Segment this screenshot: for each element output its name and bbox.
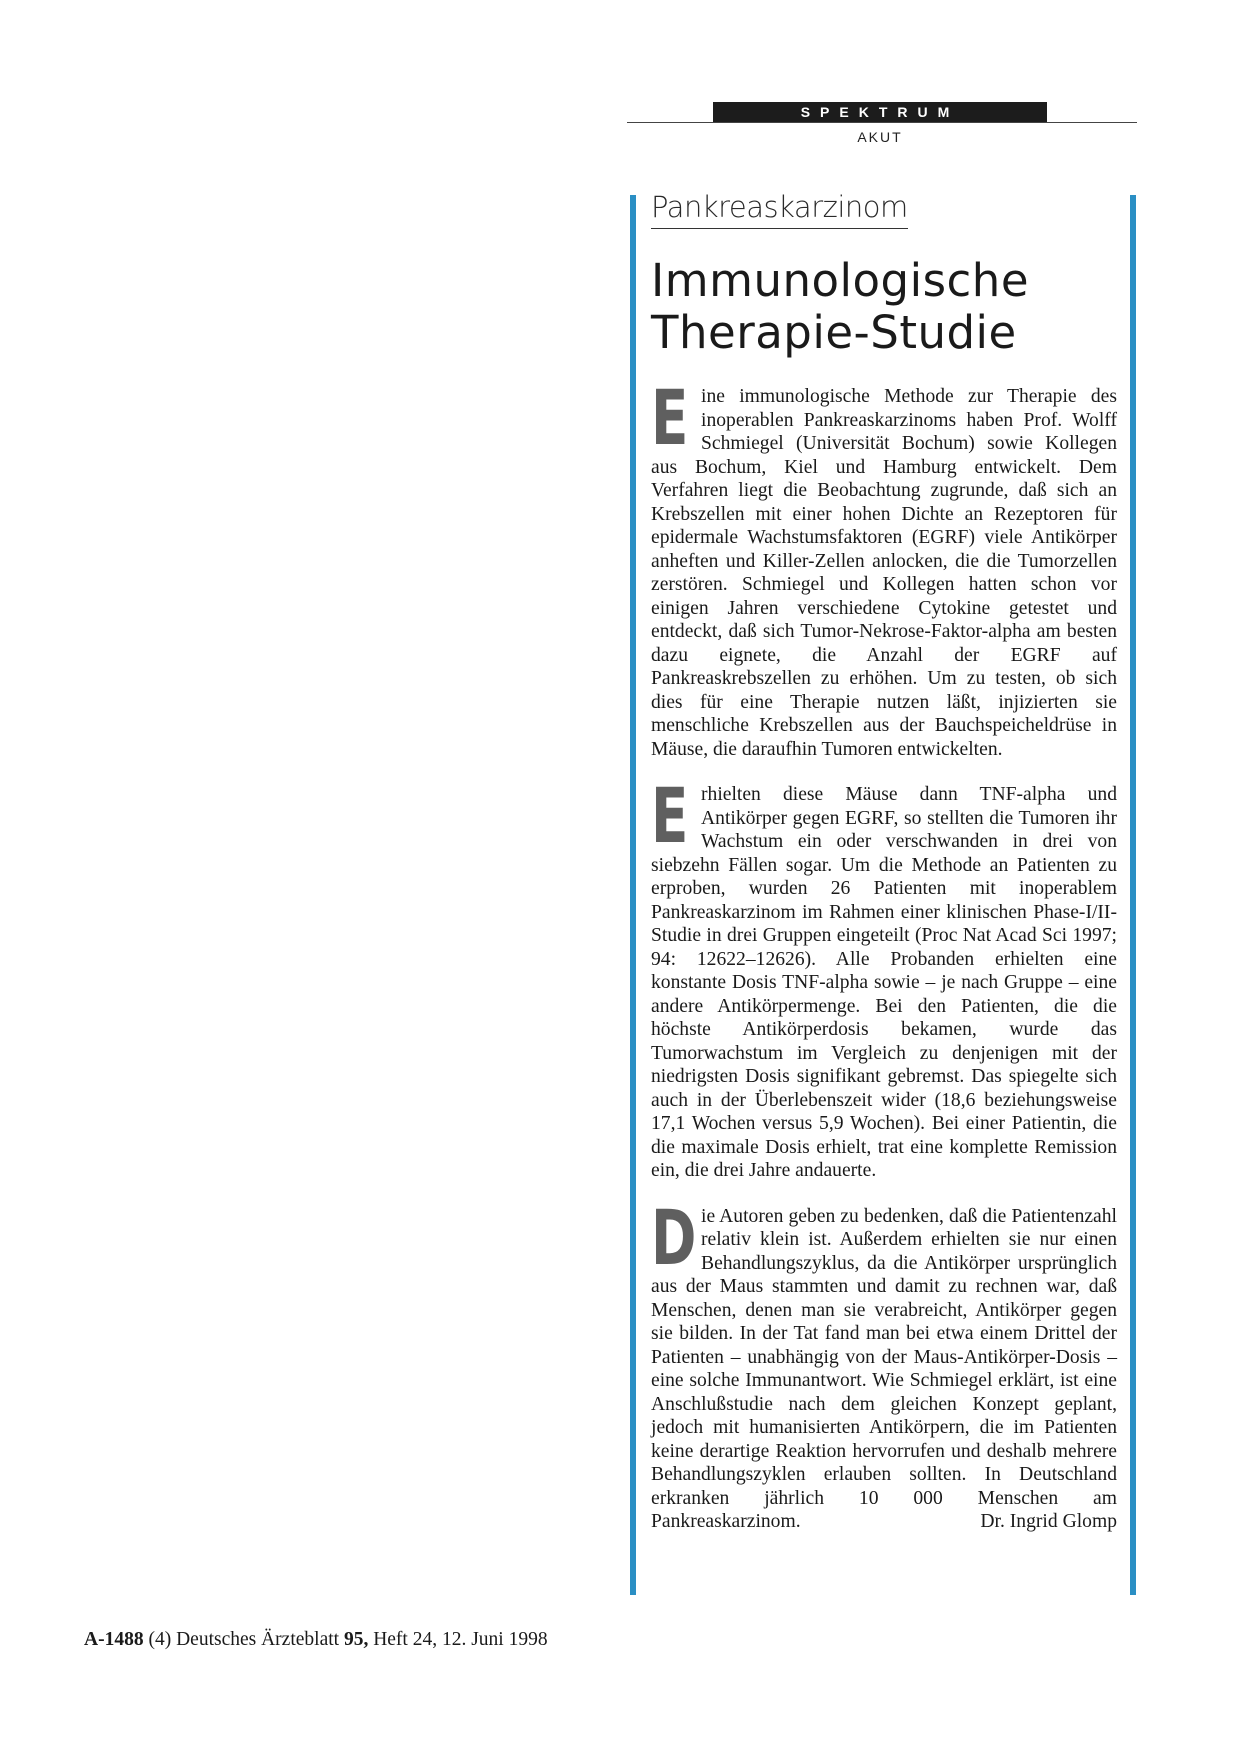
headline-line-2: Therapie-Studie (651, 306, 1017, 359)
paragraph-1-text: ine immunologische Methode zur Therapie des inoperablen Pankreaskarzinoms haben Prof. Wolff Schmiegel (Universität Bochum) sowie Kollegen aus Bochum, Kiel und Hamburg entwickelt. Dem Verfahren liegt die Beobachtung zugrunde, daß sich an Krebszellen mit einer hohen Dichte an Rezeptoren für epidermale Wachstumsfaktoren (EGRF) viele Antikörper anheften und Killer-Zellen anlocken, die die Tumorzellen zerstören. Schmiegel und Kollegen hatten schon vor einigen Jahren verschiedene Cytokine getestet und entdeckt, daß sich Tumor-Nekrose-Faktor-alpha am besten dazu eignete, die Anzahl der EGRF auf Pankreaskrebszellen zu erhöhen. Um zu testen, ob sich dies für eine Therapie nutzen läßt, injizierten sie menschliche Krebszellen aus der Bauchspeicheldrüse in Mäuse, die daraufhin Tumoren entwickelten. (651, 386, 1117, 760)
section-label: SPEKTRUM (713, 102, 1047, 122)
author-name: Dr. Ingrid Glomp (980, 1511, 1117, 1532)
journal-name: Deutsches Ärzteblatt (176, 1629, 340, 1650)
page-number: (4) (148, 1629, 172, 1650)
paragraph-3-text: ie Autoren geben zu bedenken, daß die Patientenzahl relativ klein ist. Außerdem erhielten sie nur einen Behandlungszyklus, da die Antikörper ursprünglich aus der Maus stammten und damit zu rechnen war, daß Menschen, denen man sie verabreicht, Antikörper gegen sie bilden. In der Tat fand man bei etwa einem Drittel der Patienten – unabhängig von der Maus-Antikörper-Dosis – eine solche Immunantwort. Wie Schmiegel erklärt, ist eine Anschlußstudie nach dem gleichen Konzept geplant, jedoch mit humanisierten Antikörpern, die im Patienten keine derartige Reaktion hervorrufen und deshalb mehrere Behandlungszyklen erlauben sollten. In Deutschland erkranken jährlich 10 000 Menschen am Pankreaskarzinom. (651, 1205, 1117, 1532)
paragraph-3 (651, 1192, 1117, 1534)
paragraph-1 (651, 373, 1117, 761)
page-footer (84, 1629, 548, 1651)
page-code: A-1488 (84, 1629, 144, 1650)
article (651, 190, 1117, 1556)
dropcap-1: E (651, 373, 689, 462)
accent-bar-left (630, 195, 636, 1595)
headline-line-1: Immunologische (651, 254, 1030, 307)
paragraph-2-text: rhielten diese Mäuse dann TNF-alpha und Antikörper gegen EGRF, so stellten die Tumoren ihr Wachstum ein oder verschwanden in drei von siebzehn Fällen sogar. Um die Methode an Patienten zu erproben, wurden 26 Patienten mit inoperablem Pankreaskarzinom im Rahmen einer klinischen Phase-I/II-Studie in drei Gruppen eingeteilt (Proc Nat Acad Sci 1997; 94: 12622–12626). Alle Probanden erhielten eine konstante Dosis TNF-alpha sowie – je nach Gruppe – eine andere Antikörpermenge. Bei den Patienten, die die höchste Antikörperdosis bekamen, wurde das Tumorwachstum im Vergleich zu denjenigen mit der niedrigsten Dosis signifikant gebremst. Das spiegelte sich auch in der Überlebenszeit wider (18,6 beziehungsweise 17,1 Wochen versus 5,9 Wochen). Bei einer Patientin, die die maximale Dosis erhielt, trat eine komplette Remission ein, die drei Jahre andauerte. (651, 784, 1117, 1181)
accent-bar-right (1130, 195, 1136, 1595)
section-header (627, 102, 1137, 162)
journal-issue: Heft 24, 12. Juni 1998 (373, 1629, 548, 1650)
dropcap-2: E (651, 771, 689, 860)
dropcap-3: D (651, 1192, 697, 1282)
journal-volume: 95, (343, 1629, 369, 1650)
header-rule (627, 122, 1137, 123)
subsection-label: AKUT (857, 129, 903, 145)
article-headline (651, 255, 1117, 359)
paragraph-2 (651, 771, 1117, 1183)
article-kicker: Pankreaskarzinom (651, 190, 908, 229)
